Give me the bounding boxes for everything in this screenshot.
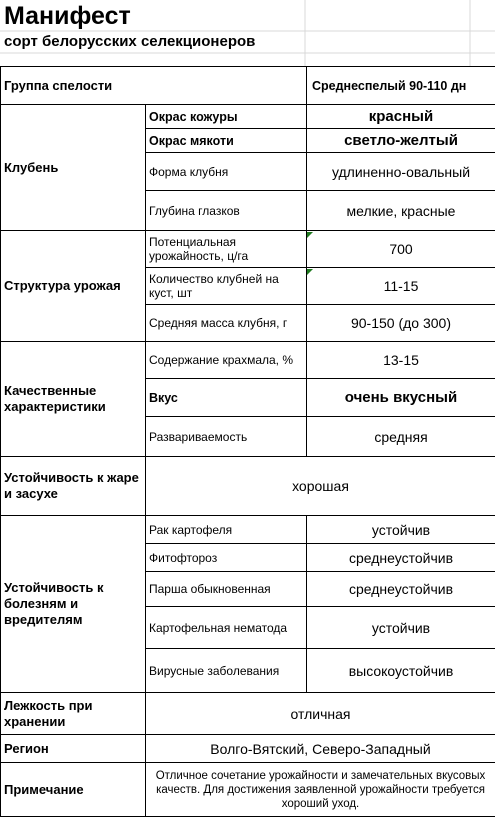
common-scab-value: среднеустойчив (307, 572, 495, 607)
potential-yield-value: 700 (307, 231, 495, 268)
quality-group-label: Качественные характеристики (1, 342, 146, 457)
boilability-label: Развариваемость (146, 417, 307, 457)
table-row-starch (1, 342, 495, 379)
nematode-label: Картофельная нематода (146, 607, 307, 649)
starch-label: Содержание крахмала, % (146, 342, 307, 379)
taste-label: Вкус (146, 379, 307, 417)
starch-value: 13-15 (307, 342, 495, 379)
nematode-value: устойчив (307, 607, 495, 649)
region-value: Волго-Вятский, Северо-Западный (146, 735, 495, 763)
boilability-value: средняя (307, 417, 495, 457)
tuber-shape-label: Форма клубня (146, 153, 307, 191)
note-value: Отличное сочетание урожайности и замечательных вкусовых качеств. Для достижения заявленной урожайности требуется хороший уход. (146, 763, 495, 817)
table-row-note (1, 763, 495, 817)
table-row-region (1, 735, 495, 763)
table-row-potential-yield (1, 231, 495, 268)
table-row-potato-cancer (1, 516, 495, 544)
table-row-heat-tolerance (1, 457, 495, 516)
flesh-color-label: Окрас мякоти (146, 129, 307, 153)
viral-diseases-label: Вирусные заболевания (146, 649, 307, 693)
tuber-count-label: Количество клубней на куст, шт (146, 268, 307, 305)
tuber-count-value: 11-15 (307, 268, 495, 305)
eye-depth-label: Глубина глазков (146, 191, 307, 231)
comment-marker-icon (307, 269, 313, 275)
storage-group-label: Лежкость при хранении (1, 693, 146, 735)
taste-value: очень вкусный (307, 379, 495, 417)
variety-spec-table (0, 66, 495, 817)
skin-color-value: красный (307, 105, 495, 129)
table-row-skin-color (1, 105, 495, 129)
heat-value: хорошая (146, 457, 495, 516)
note-group-label: Примечание (1, 763, 146, 817)
eye-depth-value: мелкие, красные (307, 191, 495, 231)
comment-marker-icon (307, 232, 313, 238)
disease-group-label: Устойчивость к болезням и вредителям (1, 516, 146, 693)
table-row-maturity (1, 67, 495, 105)
flesh-color-value: светло-желтый (307, 129, 495, 153)
heat-group-label: Устойчивость к жаре и засухе (1, 457, 146, 516)
potato-cancer-label: Рак картофеля (146, 516, 307, 544)
tuber-mass-value: 90-150 (до 300) (307, 305, 495, 342)
viral-diseases-value: высокоустойчив (307, 649, 495, 693)
potential-yield-label: Потенциальная урожайность, ц/га (146, 231, 307, 268)
late-blight-value: среднеустойчив (307, 544, 495, 572)
maturity-value: Среднеспелый 90-110 дн (307, 67, 495, 105)
variety-title: Манифест (4, 2, 131, 30)
maturity-group-label: Группа спелости (1, 67, 307, 105)
region-group-label: Регион (1, 735, 146, 763)
tuber-mass-label: Средняя масса клубня, г (146, 305, 307, 342)
potato-cancer-value: устойчив (307, 516, 495, 544)
tuber-group-label: Клубень (1, 105, 146, 231)
tuber-shape-value: удлиненно-овальный (307, 153, 495, 191)
yield-group-label: Структура урожая (1, 231, 146, 342)
storage-value: отличная (146, 693, 495, 735)
skin-color-label: Окрас кожуры (146, 105, 307, 129)
variety-subtitle: сорт белорусских селекционеров (4, 33, 256, 50)
table-row-storage (1, 693, 495, 735)
common-scab-label: Парша обыкновенная (146, 572, 307, 607)
late-blight-label: Фитофтороз (146, 544, 307, 572)
